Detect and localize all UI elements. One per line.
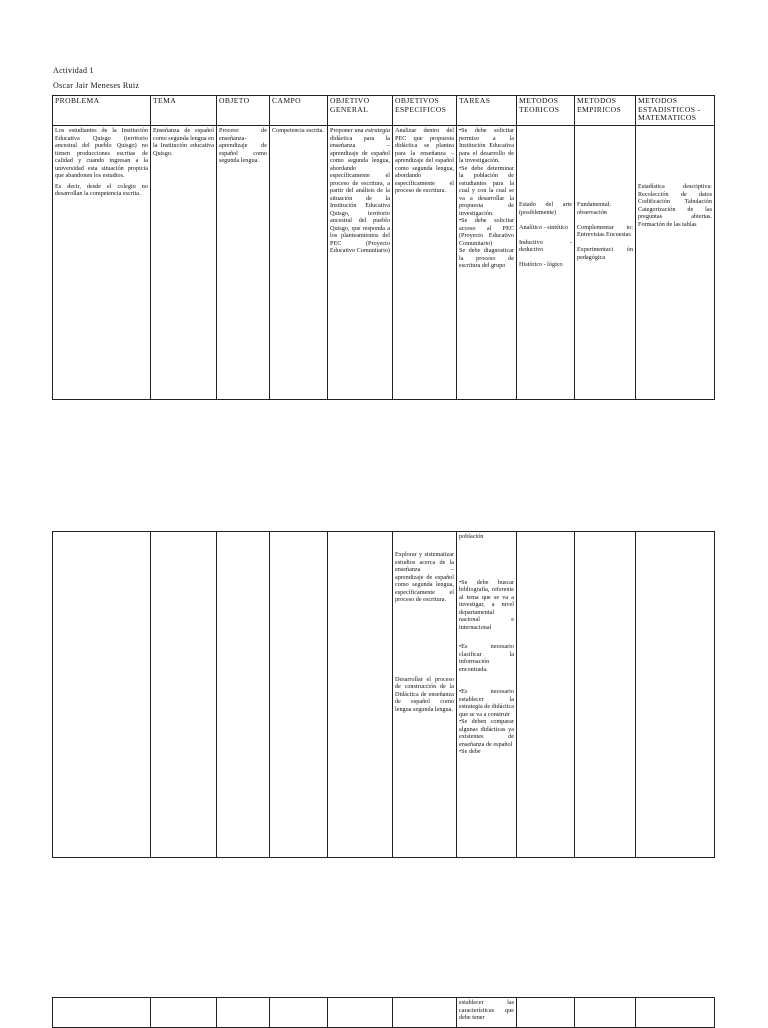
objeto-text: Proceso de enseñanza-aprendizaje de español como segunda lengua. xyxy=(219,127,267,164)
col-header-tema: TEMA xyxy=(151,96,217,126)
col-header-metodos-teoricos: METODOS TEORICOS xyxy=(517,96,575,126)
col-header-objetivo-general: OBJETIVO GENERAL xyxy=(328,96,393,126)
planning-table-continued-2 xyxy=(52,997,715,1028)
problema-text-2: Es decir, desde el colegio no desarrollan la competencia escrita. xyxy=(55,182,148,197)
tareas-text-3: •Es necesario establecer la estrategia de didáctica que se va a construir •Se deben comparar algunas didácticas ya existentes de enseñanza de español •Se debe xyxy=(459,688,514,755)
cell-metodos-estadisticos xyxy=(636,126,715,400)
tareas-text-1: •Se debe buscar bibliografía, referente al tema que se va a investigar, a nivel departamental nacional e internacional xyxy=(459,578,514,631)
col-header-objeto: OBJETO xyxy=(217,96,270,126)
cell-problema xyxy=(53,126,151,400)
tareas-text: •Se debe solicitar permiso a la Institución Educativa para el desarrollo de la investigación. •Se debe determinar la población de estudiantes para la cual y con la cual se va a desarrollar la propuesta de investigación. •Se debe solicitar acceso al PEC (Proyecto Educativo Comunitario) Se debe diagnosticar la proceso de escritura del grupo xyxy=(459,127,514,269)
cell-objetivos-especificos xyxy=(393,532,457,858)
cell-tareas xyxy=(457,532,517,858)
col-header-metodos-empiricos: METODOS EMPIRICOS xyxy=(575,96,636,126)
cell-campo xyxy=(270,998,328,1028)
objetivos-especificos-text: Analizar dentro del PEC que propuesta didáctica se plantea para la enseñanza – aprendizaje del español como segunda lengua, abordando específicamente el proceso de escritura. xyxy=(395,127,454,194)
problema-text: Los estudiantes de la Institución Educativa Quisgo (territorio ancestral del pueblo Quisgo) no tienen producciones escritas de calidad y cuando ingresan a la universidad esta situación propicia que abandonen los estudios. xyxy=(55,127,148,179)
metodos-empiricos-text: Fundamental: observación Complementar io: Entrevistas Encuestas Experimentaci ón pedagógica xyxy=(577,201,633,261)
cell-tareas xyxy=(457,998,517,1028)
cell-metodos-teoricos xyxy=(517,126,575,400)
table-row xyxy=(53,126,715,400)
cell-tema xyxy=(151,998,217,1028)
cell-objeto xyxy=(217,532,270,858)
col-header-tareas: TAREAS xyxy=(457,96,517,126)
table-row xyxy=(53,998,715,1028)
objetivo-general-text: Proponer una estrategia didáctica para la enseñanza – aprendizaje de español como segunda lengua, abordando específicamente el proceso de escritura, a partir del análisis de la situación de la Institución Educativa Quisgo, territorio ancestral del pueblo Quisgo, que responda a los planteamientos del PEC (Proyecto Educativo Comunitario) xyxy=(330,127,390,254)
cell-metodos-estadisticos xyxy=(636,532,715,858)
metodos-estadisticos-text: Estadística descriptiva: Recolección de datos Codificación Tabulación Categorización de las preguntas abiertas. Formación de las tablas xyxy=(638,183,712,228)
cell-tema xyxy=(151,532,217,858)
col-header-problema: PROBLEMA xyxy=(53,96,151,126)
planning-table-continued xyxy=(52,531,715,858)
cell-objetivos-especificos xyxy=(393,126,457,400)
cell-objetivo-general xyxy=(328,532,393,858)
table-header-row xyxy=(53,96,715,126)
tareas-text-2: •Es necesario clasificar la información encontrada. xyxy=(459,643,514,673)
tema-text: Enseñanza de español como segunda lengua en la Institución educativa Quisgo. xyxy=(153,127,214,157)
tareas-continued-text: establecer las características que debe tener xyxy=(459,999,514,1021)
cell-objetivo-general xyxy=(328,126,393,400)
cell-objeto xyxy=(217,998,270,1028)
objetivos-especificos-text-1: Explorar y sistematizar estudios acerca de la enseñanza – aprendizaje de español como segunda lengua, específicamente el proceso de escritura. xyxy=(395,551,454,603)
author-name: Oscar Jair Meneses Ruiz xyxy=(53,81,140,90)
cell-metodos-empiricos xyxy=(575,998,636,1028)
cell-objetivo-general xyxy=(328,998,393,1028)
activity-title: Actividad 1 xyxy=(53,66,94,75)
estrategia-word: estrategia xyxy=(365,127,390,134)
cell-metodos-empiricos xyxy=(575,532,636,858)
cell-metodos-estadisticos xyxy=(636,998,715,1028)
tareas-continued-text: población xyxy=(459,533,484,540)
campo-text: Competencia escrita. xyxy=(272,127,324,134)
cell-problema xyxy=(53,998,151,1028)
table-row xyxy=(53,532,715,858)
metodos-teoricos-text: Estado del arte (posiblemente) Analítico - sintético Inductivo - deductivo Histórico - lógico xyxy=(519,201,572,268)
cell-objeto xyxy=(217,126,270,400)
col-header-campo: CAMPO xyxy=(270,96,328,126)
cell-metodos-empiricos xyxy=(575,126,636,400)
col-header-objetivos-especificos: OBJETIVOS ESPECIFICOS xyxy=(393,96,457,126)
objetivos-especificos-text-2: Desarrollar el proceso de construcción de la Didáctica de enseñanza de español como lengua segunda lengua. xyxy=(395,675,454,713)
cell-problema xyxy=(53,532,151,858)
planning-table xyxy=(52,95,715,400)
cell-campo xyxy=(270,532,328,858)
cell-tareas xyxy=(457,126,517,400)
cell-tema xyxy=(151,126,217,400)
cell-metodos-teoricos xyxy=(517,532,575,858)
cell-metodos-teoricos xyxy=(517,998,575,1028)
col-header-metodos-estadisticos: METODOS ESTADISTICOS -MATEMATICOS xyxy=(636,96,715,126)
cell-campo xyxy=(270,126,328,400)
cell-objetivos-especificos xyxy=(393,998,457,1028)
